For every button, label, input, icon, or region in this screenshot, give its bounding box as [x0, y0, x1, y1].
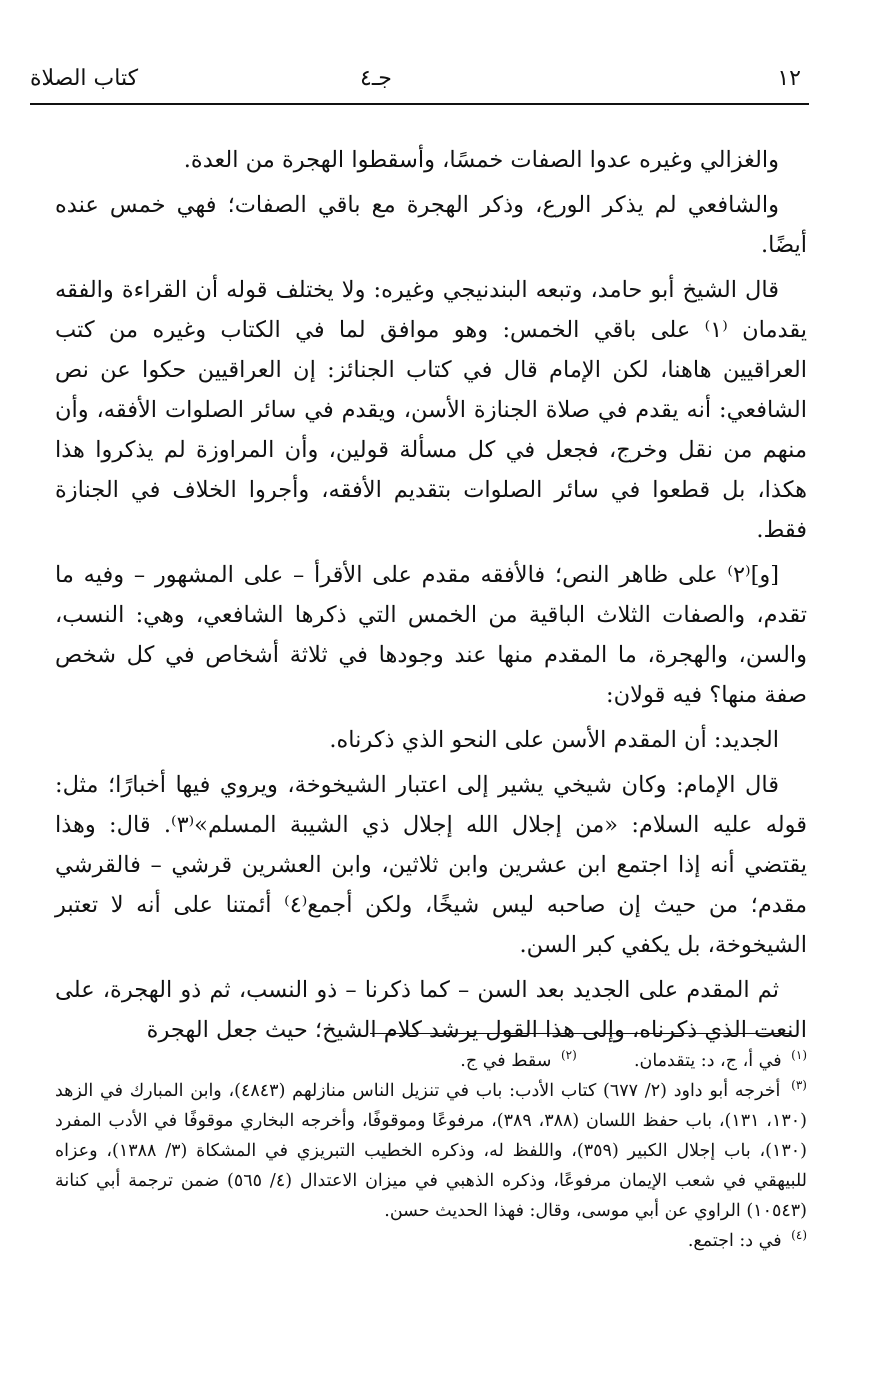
- footnote-text: في أ، ج، د: يتقدمان.: [633, 1051, 782, 1071]
- footnote-divider: [370, 1033, 790, 1034]
- paragraph: والشافعي لم يذكر الورع، وذكر الهجرة مع باقي الصفات؛ فهي خمس عنده أيضًا.: [55, 192, 807, 258]
- paragraph: الجديد: أن المقدم الأسن على النحو الذي ذكرناه.: [329, 727, 779, 753]
- running-header: [30, 62, 809, 102]
- footnote-row: [55, 1046, 807, 1076]
- paragraph: قال الشيخ أبو حامد، وتبعه البندنيجي وغيره: ولا يختلف قوله أن القراءة والفقه يقدمان ⁽١⁾ على باقي الخمس: وهو موافق لما في الكتاب وغيره من كتب العراقيين هاهنا، لكن الإمام قال في كتاب الجنائز: إن العراقيين حكوا عن نص الشافعي: أنه يقدم في صلاة الجنازة الأسن، ويقدم في سائر الصلوات الأفقه، وأن منهم من نقل وخرج، فجعل في كل مسألة قولين، وأن المراوزة لم يذكروا هذا هكذا، بل قطعوا في سائر الصلوات بتقديم الأفقه، وأجروا الخلاف في الجنازة فقط.: [55, 277, 807, 543]
- header-divider: [30, 103, 809, 105]
- page-number: ١٢: [777, 66, 801, 91]
- paragraph: والغزالي وغيره عدوا الصفات خمسًا، وأسقطوا الهجرة من العدة.: [183, 147, 779, 173]
- footnote: [55, 1076, 807, 1226]
- main-text: [55, 140, 807, 1055]
- footnotes: [55, 1046, 807, 1256]
- paragraph: ثم المقدم على الجديد بعد السن – كما ذكرنا – ذو النسب، ثم ذو الهجرة، على النعت الذي ذكرناه، وإلى هذا القول يرشد كلام الشيخ؛ حيث جعل الهجرة: [55, 977, 807, 1043]
- footnote-text: أخرجه أبو داود (٢/ ٦٧٧) كتاب الأدب: باب في تنزيل الناس منازلهم (٤٨٤٣)، وابن المبارك في الزهد (١٣٠، ١٣١)، باب حفظ اللسان (٣٨٨، ٣٨٩)، مرفوعًا وموقوفًا، وأخرجه البخاري موقوفًا في الأدب المفرد (١٣٠)، باب إجلال الكبير (٣٥٩)، واللفظ له، وذكره الخطيب التبريزي في المشكاة (٣/ ١٣٨٨)، وعزاه للبيهقي في شعب الإيمان مرفوعًا، وذكره الذهبي في ميزان الاعتدال (٤/ ٥٦٥) ضمن ترجمة أبي كنانة (١٠٥٤٣) الراوي عن أبي موسى، وقال: فهذا الحديث حسن.: [55, 1081, 807, 1221]
- paragraph: [و]⁽٢⁾ على ظاهر النص؛ فالأفقه مقدم على الأقرأ – على المشهور – وفيه ما تقدم، والصفات الثلاث الباقية من الخمس التي ذكرها الشافعي، وهي: النسب، والسن، والهجرة، ما المقدم منها عند وجودها في ثلاثة أشخاص في كل شخص صفة منها؟ فيه قولان:: [55, 562, 807, 708]
- footnote-text: سقط في ج.: [460, 1051, 552, 1071]
- footnote-marker: (٢): [560, 1048, 577, 1063]
- volume-label: جـ٤: [360, 66, 392, 91]
- footnote-marker: (٣): [791, 1078, 807, 1093]
- footnote-marker: (١): [791, 1048, 807, 1063]
- paragraph: قال الإمام: وكان شيخي يشير إلى اعتبار الشيخوخة، ويروي فيها أخبارًا؛ مثل: قوله عليه السلام: «من إجلال الله إجلال ذي الشيبة المسلم»⁽٣⁾. قال: وهذا يقتضي أنه إذا اجتمع ابن عشرين وابن ثلاثين، وابن العشرين قرشي – فالقرشي مقدم؛ من حيث إن صاحبه ليس شيخًا، ولكن أجمع⁽٤⁾ أئمتنا على أنه لا تعتبر الشيخوخة، بل يكفي كبر السن.: [55, 772, 808, 958]
- book-title: كتاب الصلاة: [30, 66, 139, 91]
- footnote-marker: (٤): [791, 1228, 807, 1243]
- footnote: [55, 1226, 807, 1256]
- footnote-text: في د: اجتمع.: [687, 1231, 782, 1251]
